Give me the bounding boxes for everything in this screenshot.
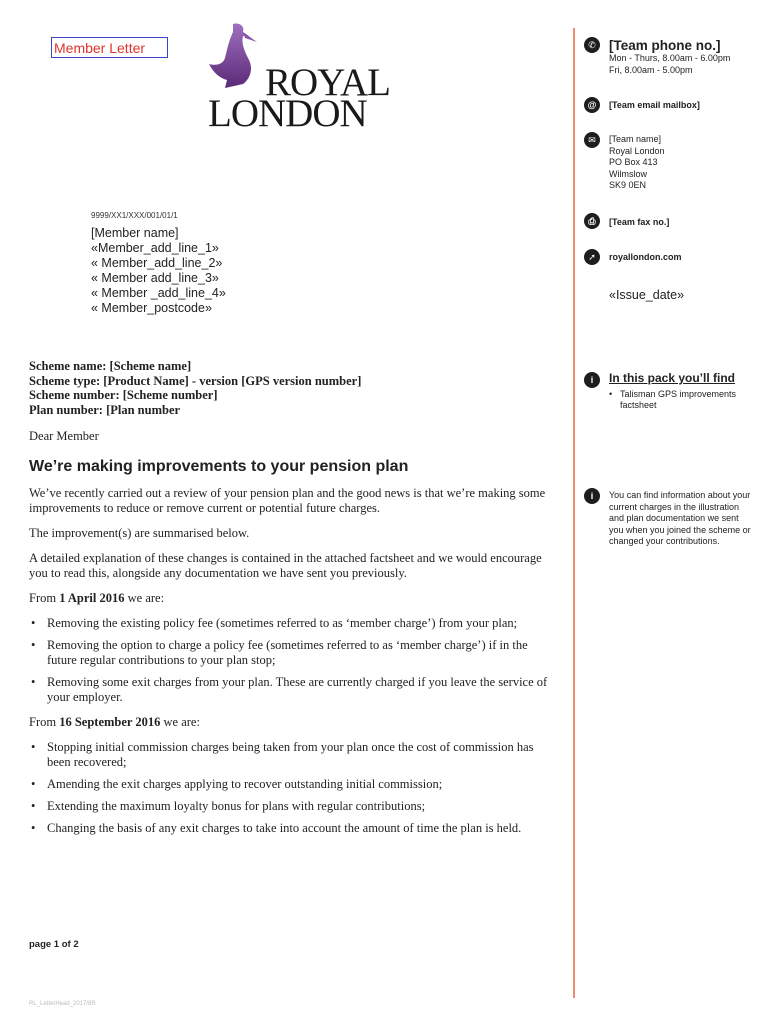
improvement-list [29,616,557,705]
page-number: page 1 of 2 [29,939,79,950]
address-line: « Member add_line_3» [91,271,219,285]
member-letter-label: Member Letter [51,37,168,58]
phone-hours: Mon - Thurs, 8.00am - 6.00pm [609,53,731,63]
website-link[interactable]: royallondon.com [609,252,682,262]
scheme-number: Scheme number: [Scheme number] [29,388,218,402]
address-line: « Member _add_line_4» [91,286,226,300]
list-item: • Removing some exit charges from your plan. These are currently charged if you leave the service of your employer. [29,675,557,705]
royal-london-logo [205,22,391,135]
body-paragraph: A detailed explanation of these changes is contained in the attached factsheet and we would encourage you to read this, alongside any documentation we have sent you previously. [29,551,542,580]
improvement-list [29,740,557,836]
list-item: • Removing the existing policy fee (sometimes referred to as ‘member charge’) from your plan; [29,616,557,631]
team-fax: [Team fax no.] [609,217,670,227]
pack-item: • Talisman GPS improvements factsheet [609,388,737,410]
phone-block [609,38,730,76]
list-item: • Removing the option to charge a policy fee (sometimes referred to as ‘member charge’) if in the future regular contributions to your plan stop; [29,638,557,668]
email-icon: @ [584,97,600,113]
post-line: SK9 0EN [609,180,647,190]
post-line: PO Box 413 [609,157,658,167]
post-line: [Team name] [609,134,662,144]
info-icon: i [584,372,600,388]
scheme-type: Scheme type: [Product Name] - version [GPS version number] [29,373,362,388]
pack-contents [609,373,759,412]
team-email[interactable]: [Team email mailbox] [609,100,700,110]
letter-heading: We’re making improvements to your pension plan [29,458,409,475]
from-date-line: From 1 April 2016 we are: [29,591,165,605]
fax-icon: ⎙ [584,213,600,229]
issue-date: «Issue_date» [609,288,685,302]
phone-hours: Fri, 8.00am - 5.00pm [609,64,693,75]
pelican-icon [205,22,265,92]
phone-icon: ✆ [584,37,600,53]
footer-code: RL_LetterHead_2017/8R [29,1001,96,1007]
effective-date: 1 April 2016 [59,591,125,605]
body-paragraph: We’ve recently carried out a review of your pension plan and the good news is that we’re making some improvements to reduce or remove current or potential future charges. [29,486,546,515]
logo-text-royal: ROYAL [265,61,391,104]
info-icon: i [584,488,600,504]
address-line: [Member name] [91,226,179,240]
list-item: • Amending the exit charges applying to recover outstanding initial commission; [29,777,557,792]
member-address [91,226,226,316]
scheme-details [29,359,361,417]
post-line: Royal London [609,145,665,156]
scheme-name: Scheme name: [Scheme name] [29,359,192,373]
effective-date: 16 September 2016 [59,715,161,729]
body-paragraph: The improvement(s) are summarised below. [29,526,250,540]
salutation: Dear Member [29,429,99,443]
reference-code: 9999/XX1/XXX/001/01/1 [91,211,178,220]
pack-title: In this pack you’ll find [609,371,736,385]
charges-info: You can find information about your current charges in the illustration and plan documentation we sent you when you joined the scheme or changed your contributions. [609,490,751,546]
list-item: • Extending the maximum loyalty bonus for plans with regular contributions; [29,799,557,814]
address-line: «Member_add_line_1» [91,241,219,255]
sidebar-divider [573,28,575,998]
envelope-icon: ✉ [584,132,600,148]
address-line: « Member_add_line_2» [91,256,223,270]
from-date-line: From 16 September 2016 we are: [29,715,200,729]
web-icon: ➚ [584,249,600,265]
logo-text-london: LONDON [208,92,367,135]
postal-address [609,134,665,192]
plan-number: Plan number: [Plan number [29,402,181,417]
post-line: Wilmslow [609,168,647,179]
list-item: • Changing the basis of any exit charges to take into account the amount of time the plan is held. [29,821,557,836]
letter-body [29,486,557,846]
address-line: « Member_postcode» [91,301,212,315]
list-item: • Stopping initial commission charges being taken from your plan once the cost of commission has been recovered; [29,740,557,770]
team-phone: [Team phone no.] [609,38,721,53]
